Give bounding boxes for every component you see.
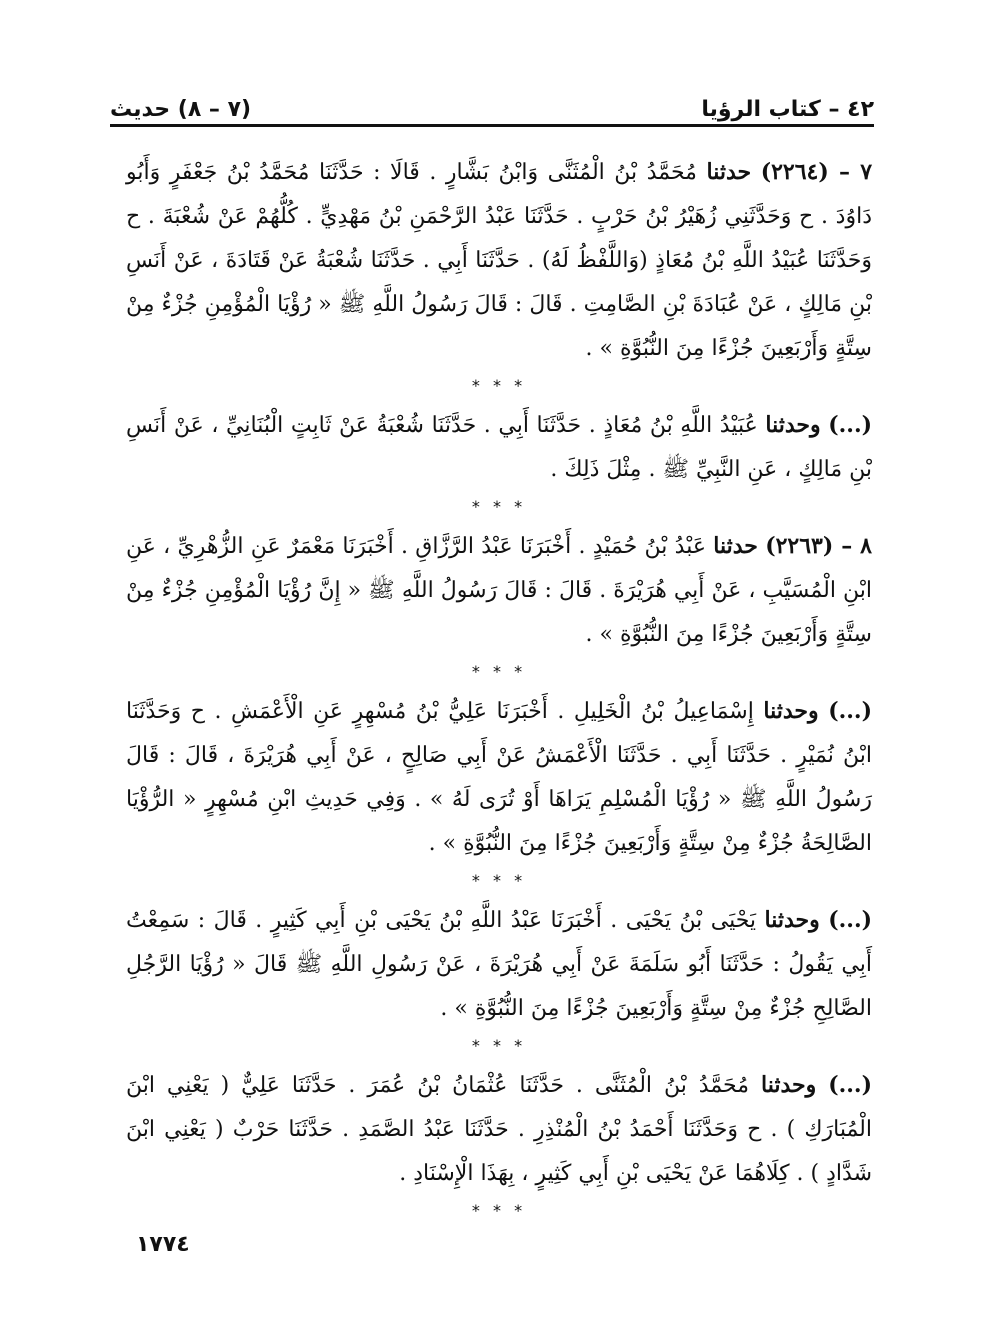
section-separator: * * * (471, 662, 527, 681)
hadith-lead-word: وحدثنا (765, 412, 821, 438)
hadith-number: ٧ – (٢٢٦٤) (760, 159, 873, 185)
hadith-text: عُبَيْدُ اللَّهِ بْنُ مُعَاذٍ . حَدَّثَنَا أَبِي . حَدَّثَنَا شُعْبَةُ عَنْ ثَابِتٍ الْبُنَانِيِّ ، عَنْ أَنَسِ بْنِ مَالِكٍ ، عَنِ النَّبِيِّ ﷺ . مِثْلَ ذَلِكَ . (126, 413, 872, 482)
hadith-text: عَبْدُ بْنُ حُمَيْدٍ . أَخْبَرَنَا عَبْدُ الرَّزَّاقِ . أَخْبَرَنَا مَعْمَرٌ عَنِ الزُّهْرِيِّ ، عَنِ ابْنِ الْمُسَيَّبِ ، عَنْ أَبِي هُرَيْرَةَ . قَالَ : قَالَ رَسُولُ اللَّهِ ﷺ « إِنَّ رُؤْيَا الْمُؤْمِنِ جُزْءٌ مِنْ سِتَّةٍ وَأَرْبَعِينَ جُزْءًا مِنَ النُّبُوَّةِ » . (126, 534, 872, 647)
hadith-text: يَحْيَى بْنُ يَحْيَى . أَخْبَرَنَا عَبْدُ اللَّهِ بْنُ يَحْيَى بْنِ أَبِي كَثِيرٍ . قَالَ : سَمِعْتُ أَبِي يَقُولُ : حَدَّثَنَا أَبُو سَلَمَةَ عَنْ أَبِي هُرَيْرَةَ ، عَنْ رَسُولِ اللَّهِ ﷺ قَالَ « رُؤْيَا الرَّجُلِ الصَّالِحِ جُزْءٌ مِنْ سِتَّةٍ وَأَرْبَعِينَ جُزْءًا مِنَ النُّبُوَّةِ » . (126, 908, 872, 1021)
hadith-lead-word: وحدثنا (764, 907, 820, 933)
hadith-text: مُحَمَّدُ بْنُ الْمُثَنَّى وَابْنُ بَشَّارٍ . قَالَا : حَدَّثَنَا مُحَمَّدُ بْنُ جَعْفَرٍ وَأَبُو دَاوُدَ . ح وَحَدَّثَنِي زُهَيْرُ بْنُ حَرْبٍ . حَدَّثَنَا عَبْدُ الرَّحْمَنِ بْنُ مَهْدِيٍّ . كُلُّهُمْ عَنْ شُعْبَةَ . ح وَحَدَّثَنَا عُبَيْدُ اللَّهِ بْنُ مُعَاذٍ (وَاللَّفْظُ لَهُ) . حَدَّثَنَا أَبِي . حَدَّثَنَا شُعْبَةُ عَنْ قَتَادَةَ ، عَنْ أَنَسِ بْنِ مَالِكٍ ، عَنْ عُبَادَةَ بْنِ الصَّامِتِ . قَالَ : قَالَ رَسُولُ اللَّهِ ﷺ « رُؤْيَا الْمُؤْمِنِ جُزْءٌ مِنْ سِتَّةٍ وَأَرْبَعِينَ جُزْءًا مِنَ النُّبُوَّةِ » . (126, 160, 872, 361)
hadith-paragraph (126, 150, 872, 371)
hadith-paragraph (126, 898, 872, 1031)
hadith-lead-word: وحدثنا (763, 698, 819, 724)
hadith-lead-word: حدثنا (713, 533, 758, 559)
hadith-number: ٨ – (٢٢٦٣) (765, 533, 872, 559)
hadith-paragraph (126, 689, 872, 866)
section-separator: * * * (471, 497, 527, 516)
hadith-number: (...) (828, 412, 873, 438)
hadith-text-body (126, 150, 872, 1228)
book-title: ٤٢ – كتاب الرؤيا (701, 97, 874, 122)
section-separator: * * * (471, 376, 527, 395)
hadith-lead-word: وحدثنا (761, 1072, 817, 1098)
section-separator: * * * (471, 1036, 527, 1055)
hadith-number: (...) (828, 907, 873, 933)
hadith-paragraph (126, 524, 872, 657)
hadith-text: إِسْمَاعِيلُ بْنُ الْخَلِيلِ . أَخْبَرَنَا عَلِيُّ بْنُ مُسْهِرٍ عَنِ الْأَعْمَشِ . ح وَحَدَّثَنَا ابْنُ نُمَيْرٍ . حَدَّثَنَا أَبِي . حَدَّثَنَا الْأَعْمَشُ عَنْ أَبِي صَالِحٍ ، عَنْ أَبِي هُرَيْرَةَ ، قَالَ : قَالَ رَسُولُ اللَّهِ ﷺ « رُؤْيَا الْمُسْلِمِ يَرَاهَا أَوْ تُرَى لَهُ » . وَفِي حَدِيثِ ابْنِ مُسْهِرٍ « الرُّؤْيَا الصَّالِحَةُ جُزْءٌ مِنْ سِتَّةٍ وَأَرْبَعِينَ جُزْءًا مِنَ النُّبُوَّةِ » . (126, 699, 872, 856)
hadith-number: (...) (828, 1072, 872, 1098)
hadith-paragraph (126, 403, 872, 492)
page-header (110, 78, 874, 122)
header-rule (110, 124, 874, 127)
hadith-number: (...) (828, 698, 872, 724)
section-separator: * * * (471, 1201, 527, 1220)
hadith-lead-word: حدثنا (706, 159, 752, 185)
section-separator: * * * (471, 871, 527, 890)
page-number: ١٧٧٤ (136, 1232, 190, 1257)
hadith-range: (٧ – ٨) حديث (110, 97, 252, 122)
hadith-paragraph (126, 1063, 872, 1196)
hadith-text: مُحَمَّدُ بْنُ الْمُثَنَّى . حَدَّثَنَا عُثْمَانُ بْنُ عُمَرَ . حَدَّثَنَا عَلِيٌّ ( يَعْنِي ابْنَ الْمُبَارَكِ ) . ح وَحَدَّثَنَا أَحْمَدُ بْنُ الْمُنْذِرِ . حَدَّثَنَا عَبْدُ الصَّمَدِ . حَدَّثَنَا حَرْبٌ ( يَعْنِي ابْنَ شَدَّادٍ ) . كِلَاهُمَا عَنْ يَحْيَى بْنِ أَبِي كَثِيرٍ ، بِهَذَا الْإِسْنَادِ . (126, 1073, 872, 1186)
